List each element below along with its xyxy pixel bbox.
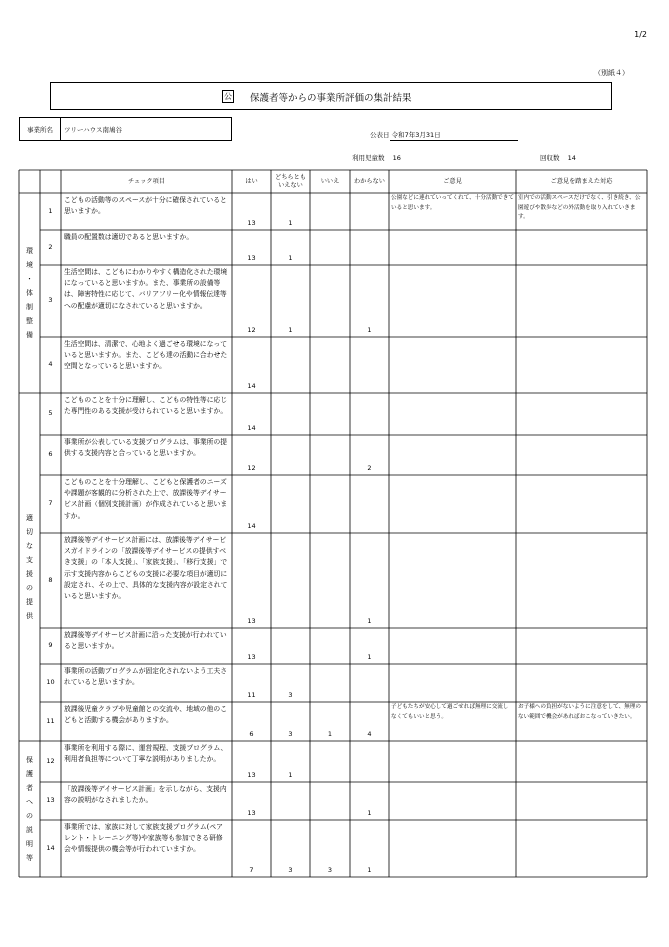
category-char: 等 (26, 854, 33, 862)
count-neutral: 3 (288, 866, 293, 874)
annex-label: （別紙４） (594, 69, 629, 77)
category-char: 体 (26, 289, 33, 297)
row-number: 11 (46, 716, 55, 725)
category-label (19, 511, 40, 623)
opinion-text: 子どもたちが安心して過ごせれば無理に交流しなくてもいいと思う。 (391, 704, 509, 720)
response-text (518, 394, 645, 434)
count-unknown: 4 (367, 730, 372, 738)
publication-value: 令和7年3月31日 (391, 131, 441, 139)
count-yes: 13 (247, 617, 256, 625)
check-item-text: 事業所を利用する際に、運営規程、支援プログラム、利用者負担等について丁寧な説明がありましたか。 (64, 744, 228, 764)
count-neutral: 1 (288, 771, 293, 779)
title-mark: 公 (224, 92, 232, 101)
response-text (518, 436, 645, 474)
count-unknown: 1 (367, 326, 372, 334)
opinion-text (391, 266, 514, 336)
category-char: 者 (26, 784, 33, 792)
count-unknown: 1 (367, 866, 372, 874)
count-unknown: 1 (367, 809, 372, 817)
category-char: 適 (26, 514, 33, 522)
category-char: 備 (26, 331, 33, 339)
count-no: 1 (327, 730, 333, 738)
count-yes: 14 (247, 522, 256, 530)
count-unknown: 1 (367, 653, 372, 661)
opinion-text (391, 436, 514, 474)
check-item-text: 職員の配置数は適切であると思いますか。 (64, 233, 194, 241)
count-neutral: 3 (288, 730, 293, 738)
count-neutral: 3 (288, 691, 293, 699)
count-yes: 13 (247, 771, 256, 779)
header-opinion: ご意見 (443, 177, 462, 185)
page-title: 保護者等からの事業所評価の集計結果 (250, 93, 412, 104)
category-char: 切 (26, 528, 33, 536)
count-yes: 7 (249, 866, 254, 874)
opinion-text (391, 821, 514, 876)
users-label: 利用児童数 (352, 154, 385, 162)
office-name: ツリーハウス南鳩谷 (64, 125, 122, 134)
category-char: な (26, 542, 33, 550)
responses-label: 回収数 (540, 154, 560, 162)
count-yes: 13 (247, 653, 256, 661)
category-label (19, 244, 40, 342)
response-text: お子様への負担がないように注意をして、無理のない範囲で機会があればおこなっていきたい。 (518, 704, 641, 720)
category-char: 説 (26, 826, 33, 834)
check-item-text: こどものことを十分理解し、こどもと保護者のニーズや課題が客観的に分析された上で、放課後等デイサービス計画（個別支援計画）が作成されていると思いますか。 (64, 478, 228, 520)
category-char: 環 (26, 247, 33, 255)
count-yes: 13 (247, 809, 256, 817)
row-number: 7 (48, 499, 53, 507)
check-item-text: こどもの活動等のスペースが十分に確保されていると思いますか。 (64, 196, 227, 216)
count-yes: 13 (247, 254, 256, 262)
response-text (518, 783, 645, 819)
opinion-text (391, 534, 514, 627)
check-item-text: 放課後等デイサービス計画に沿った支援が行われていると思いますか。 (64, 631, 227, 651)
responses-value: 14 (567, 154, 576, 162)
check-item-text: こどものことを十分に理解し、こどもの特性等に応じた専門性のある支援が受けられていると思いますか。 (64, 396, 228, 416)
category-char: 提 (26, 598, 33, 606)
category-char: 保 (26, 756, 33, 764)
category-char: 制 (26, 303, 33, 311)
category-char: の (26, 812, 33, 820)
row-number: 12 (46, 756, 55, 765)
check-item-text: 生活空間は、清潔で、心地よく過ごせる環境になっていると思いますか。また、こども達の活動に合わせた空間となっていると思いますか。 (64, 340, 228, 371)
count-yes: 6 (249, 730, 254, 738)
response-text (518, 266, 645, 336)
users-value: 16 (392, 154, 401, 162)
check-item-text: 放課後児童クラブや児童館との交流や、地域の他のこどもと活動する機会がありますか。 (64, 705, 227, 725)
check-item-text: 事業所の活動プログラムが固定化されないよう工夫されていると思いますか。 (64, 667, 228, 687)
row-number: 9 (48, 641, 53, 649)
opinion-text (391, 742, 514, 781)
category-char: 境 (26, 261, 33, 269)
row-number: 8 (48, 575, 53, 584)
row-number: 1 (48, 206, 53, 215)
category-char: 支 (26, 556, 33, 564)
category-char: 護 (26, 770, 33, 778)
check-item-text: 事業所が公表している支援プログラムは、事業所の提供する支援内容と合っていると思いますか。 (64, 438, 228, 458)
response-text (518, 629, 645, 663)
count-unknown: 1 (367, 617, 372, 625)
response-text (518, 476, 645, 532)
response-text (518, 665, 645, 701)
count-unknown: 2 (367, 464, 372, 472)
check-item-text: 放課後等デイサービス計画には、放課後等デイサービスガイドラインの「放課後等デイサービスの提供すべき支援」の「本人支援」、「家族支援」、「移行支援」で示す支援内容からこどもの支援に必要な項目が適切に設定され、その上で、具体的な支援内容が設定されていると思いますか。 (64, 536, 228, 601)
count-neutral: 1 (288, 326, 293, 334)
category-char: ・ (26, 275, 33, 283)
count-yes: 11 (247, 691, 256, 699)
opinion-text (391, 476, 514, 532)
count-yes: 14 (247, 424, 256, 432)
category-char: 供 (26, 612, 33, 620)
publication-label: 公表日 (370, 131, 390, 139)
opinion-text (391, 629, 514, 663)
check-item-text: 生活空間は、こどもにわかりやすく構造化された環境になっていると思いますか。また、事業所の設備等は、障害特性に応じて、バリアフリー化や情報伝達等への配慮が適切になされていると思いますか。 (64, 268, 228, 310)
header-check: チェック項目 (128, 177, 165, 185)
category-label (19, 753, 40, 865)
opinion-text (391, 665, 514, 701)
category-char: 明 (26, 840, 33, 848)
opinion-text (391, 783, 514, 819)
header-no: いいえ (320, 177, 340, 185)
row-number: 2 (48, 242, 53, 251)
row-number: 6 (48, 450, 53, 458)
row-number: 14 (46, 843, 55, 852)
count-yes: 12 (247, 326, 256, 334)
response-text: 室内での活動スペースだけでなく、引き続き、公園遊びや散歩などの外活動を取り入れていきます。 (518, 195, 641, 220)
check-item-text: 「放課後等デイサービス計画」を示しながら、支援内容の説明がなされましたか。 (64, 785, 227, 805)
row-number: 4 (48, 360, 53, 368)
office-label: 事業所名 (20, 118, 61, 140)
category-char: 援 (26, 570, 33, 578)
count-yes: 12 (247, 464, 256, 472)
opinion-text (391, 338, 514, 392)
count-yes: 14 (247, 382, 256, 390)
row-number: 3 (48, 296, 53, 304)
category-char: 整 (26, 317, 33, 325)
row-number: 13 (46, 796, 55, 804)
page-number: 1/2 (634, 30, 647, 39)
count-no: 3 (327, 866, 333, 874)
count-yes: 13 (247, 219, 256, 227)
response-text (518, 534, 645, 627)
response-text (518, 821, 645, 876)
count-neutral: 1 (288, 254, 293, 262)
check-item-text: 事業所では、家族に対して家族支援プログラム(ペアレント・トレーニング等)や家族等も参加できる研修会や情報提供の機会等が行われていますか。 (64, 823, 223, 854)
category-char: の (26, 584, 33, 592)
header-unknown: わからない (354, 177, 385, 185)
count-neutral: 1 (288, 219, 293, 227)
response-text (518, 231, 645, 264)
opinion-text (391, 394, 514, 434)
category-char: へ (26, 798, 33, 806)
response-text (518, 338, 645, 392)
header-response: ご意見を踏まえた対応 (550, 177, 613, 185)
row-number: 5 (48, 409, 53, 417)
opinion-text: 公園などに連れていってくれて、十分活動できていると思います。 (391, 195, 514, 211)
header-neutral: どちらとも いえない (275, 173, 306, 189)
row-number: 10 (46, 678, 55, 686)
header-yes: はい (245, 177, 258, 185)
response-text (518, 742, 645, 781)
opinion-text (391, 231, 514, 264)
